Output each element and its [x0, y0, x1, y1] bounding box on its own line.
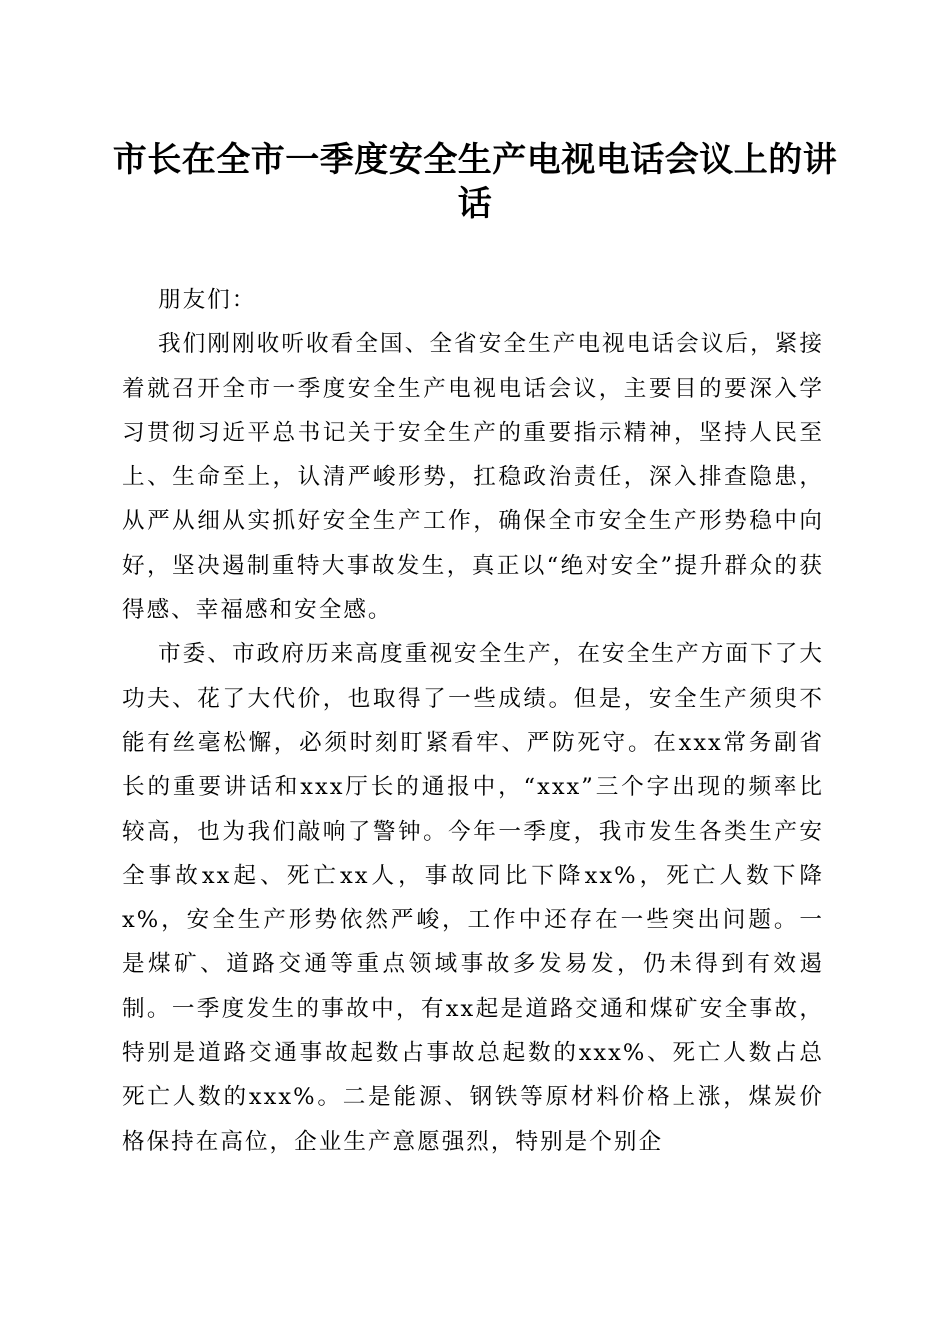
paragraph-1: 我们刚刚收听收看全国、全省安全生产电视电话会议后，紧接着就召开全市一季度安全生产电视电话会议，主要目的要深入学习贯彻习近平总书记关于安全生产的重要指示精神，坚持人民至上、生命至上，认清严峻形势，扛稳政治责任，深入排查隐患，从严从细从实抓好安全生产工作，确保全市安全生产形势稳中向好，坚决遏制重特大事故发生，真正以“绝对安全”提升群众的获得感、幸福感和安全感。	[122, 331, 824, 624]
paragraph-2: 市委、市政府历来高度重视安全生产，在安全生产方面下了大功夫、花了大代价，也取得了一些成绩。但是，安全生产须臾不能有丝毫松懈，必须时刻盯紧看牢、严防死守。在xxx常务副省长的重要讲话和xxx厅长的通报中，“xxx”三个字出现的频率比较高，也为我们敲响了警钟。今年一季度，我市发生各类生产安全事故xx起、死亡xx人，事故同比下降xx%，死亡人数下降x%，安全生产形势依然严峻，工作中还存在一些突出问题。一是煤矿、道路交通等重点领域事故多发易发，仍未得到有效遏制。一季度发生的事故中，有xx起是道路交通和煤矿安全事故，特别是道路交通事故起数占事故总起数的xxx%、死亡人数占总死亡人数的xxx%。二是能源、钢铁等原材料价格上涨，煤炭价格保持在高位，企业生产意愿强烈，特别是个别企	[122, 641, 824, 1155]
document-title: 市长在全市一季度安全生产电视电话会议上的讲话	[112, 140, 838, 224]
document-body	[122, 278, 824, 1164]
salutation: 朋友们：	[158, 287, 257, 313]
